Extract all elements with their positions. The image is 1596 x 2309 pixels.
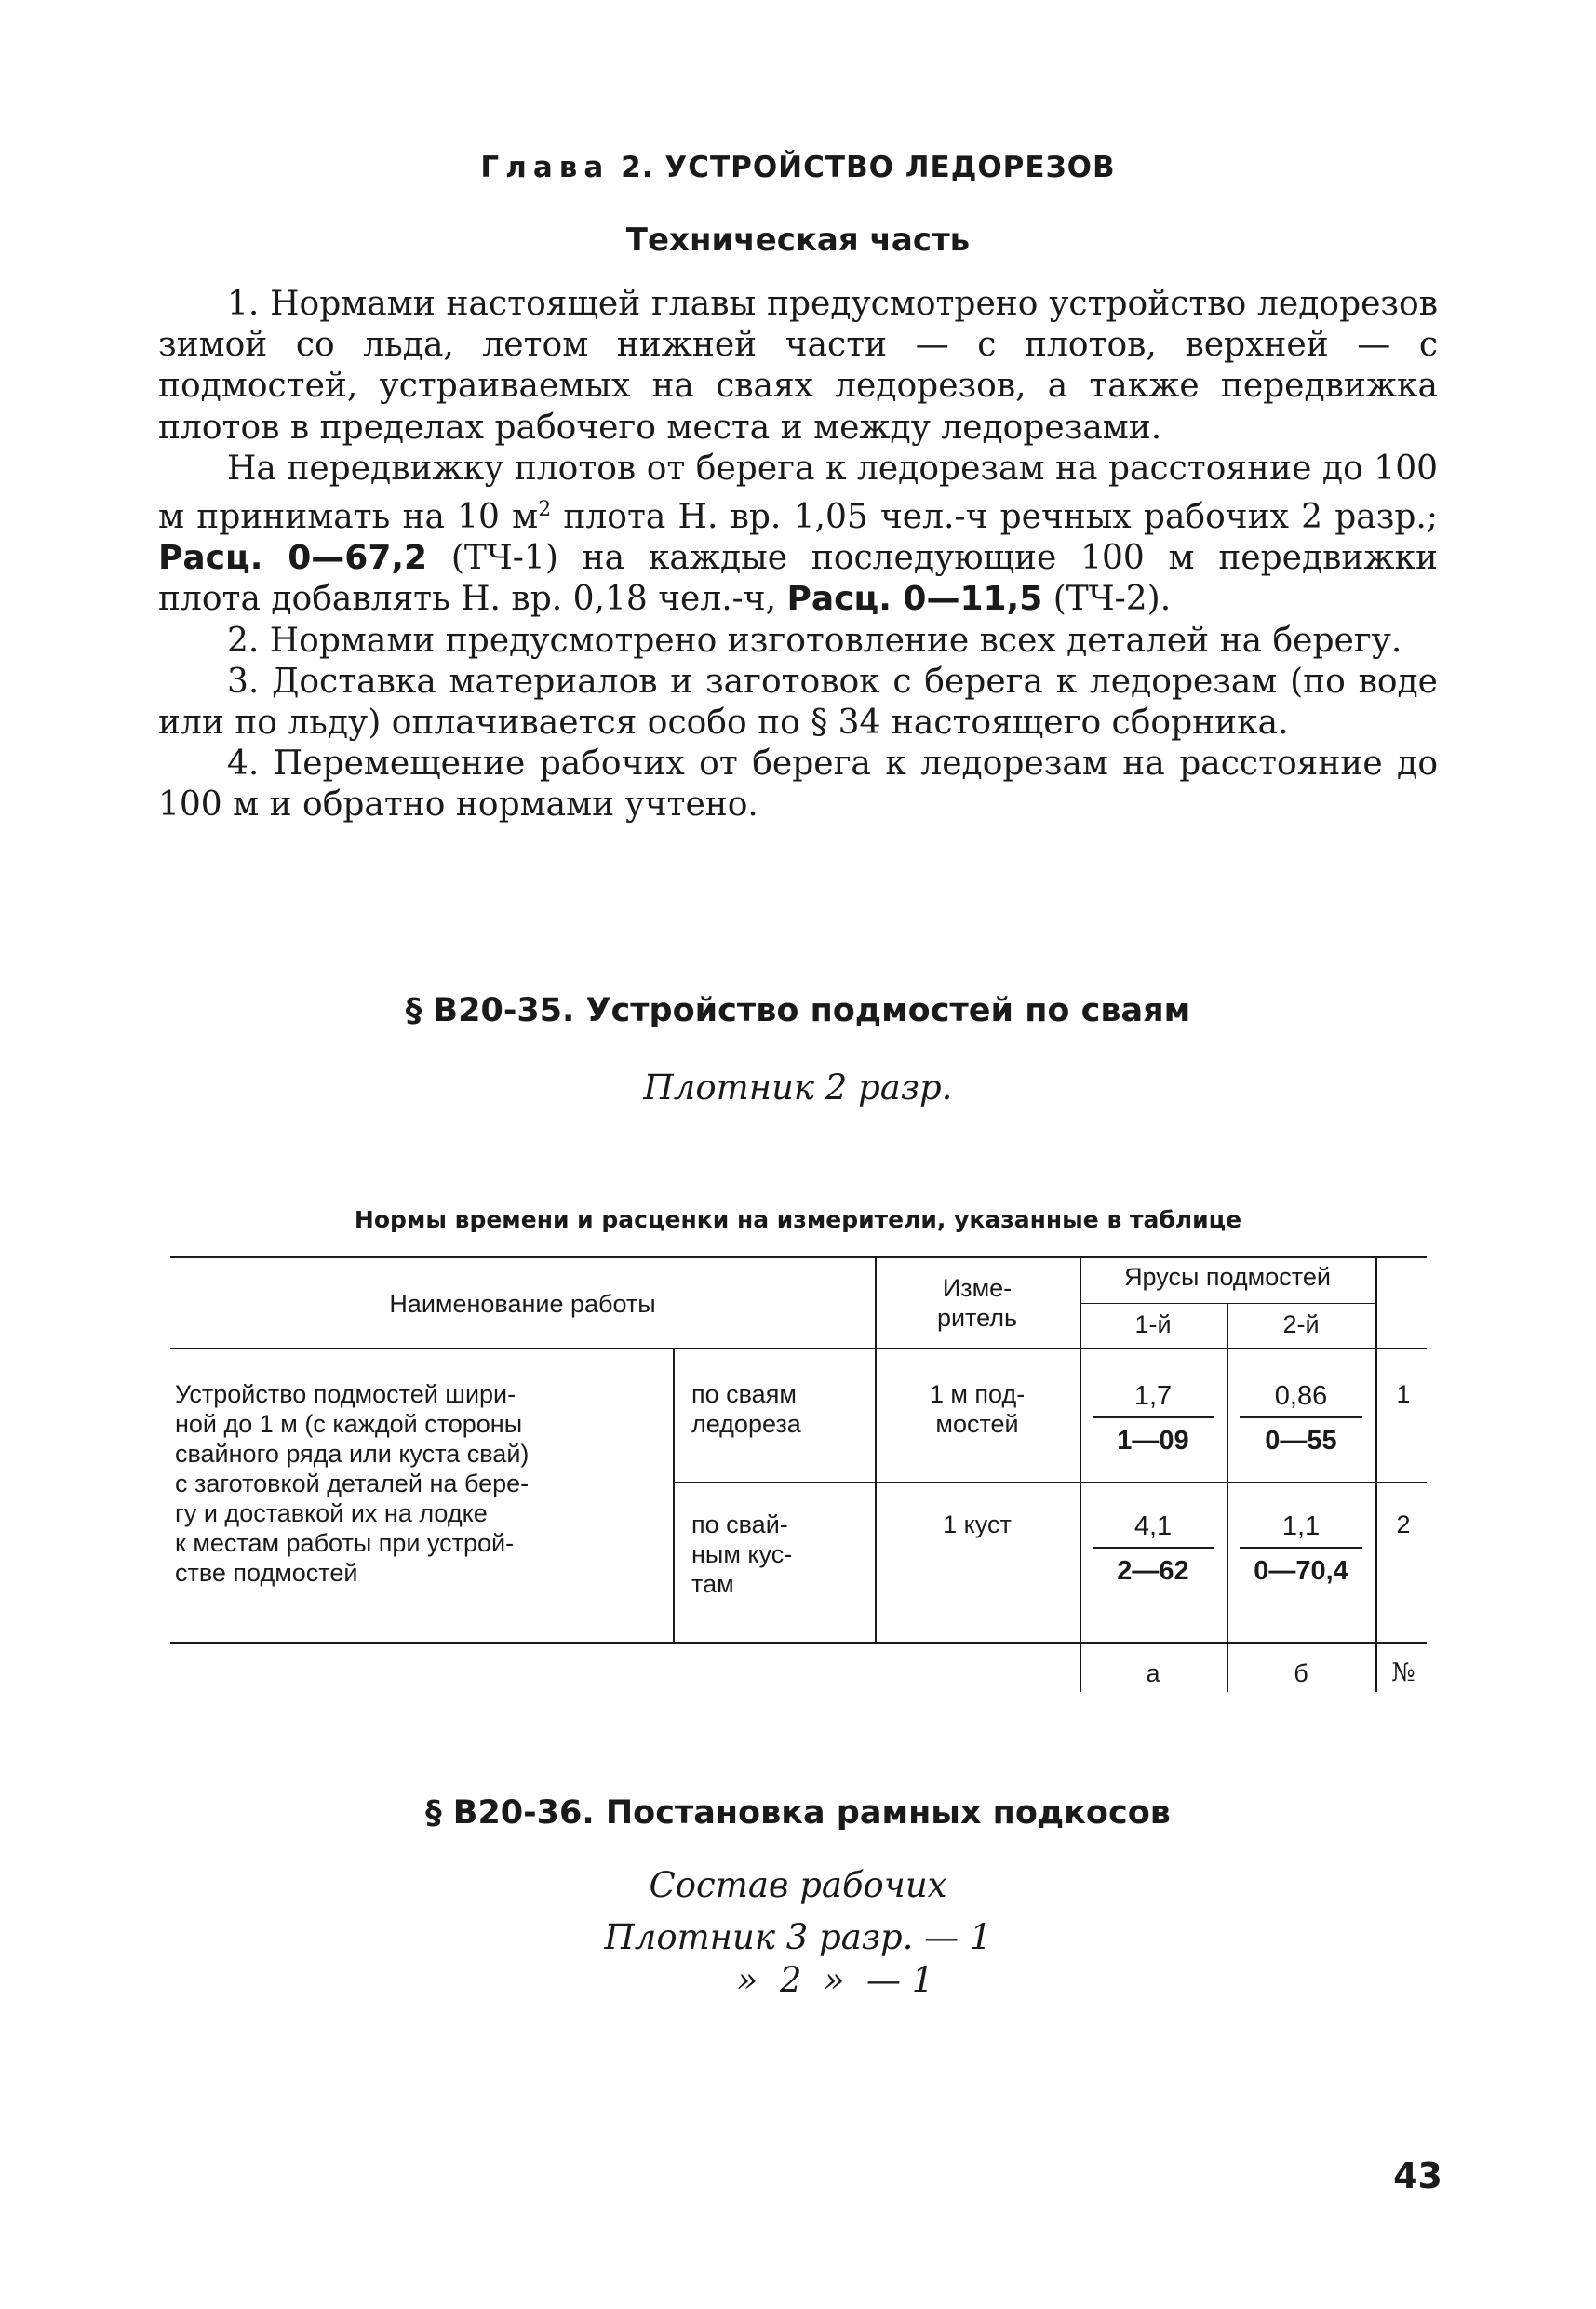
- row-2-tier-1-time: 4,1: [1133, 1511, 1173, 1541]
- row-1-number: 1: [1396, 1380, 1411, 1408]
- footer-a: а: [1146, 1659, 1160, 1687]
- row-2-number: 2: [1396, 1510, 1411, 1538]
- row-1-tier-2-time: 0,86: [1274, 1381, 1328, 1411]
- row-1-tier-1: [1080, 1379, 1227, 1457]
- row-2-type: по свай- ным кус- там: [691, 1510, 793, 1598]
- chapter-title: УСТРОЙСТВО ЛЕДОРЕЗОВ: [664, 151, 1116, 184]
- section-36-line-1: Плотник 3 разр. — 1: [604, 1917, 992, 1957]
- row-2-tier-1-price: 2—62: [1117, 1556, 1189, 1586]
- row-1-tier-1-price: 1—09: [1117, 1426, 1189, 1456]
- row-2-tier-2: [1227, 1510, 1375, 1588]
- header-unit: Изме- ритель: [936, 1274, 1018, 1332]
- row-1-tier-1-time: 1,7: [1133, 1381, 1173, 1411]
- paragraph-4: 4. Перемещение рабочих от берега к ледорезам на расстояние до 100 м и обратно нормами учтено.: [158, 745, 1438, 825]
- paragraph-1: 1. Нормами настоящей главы предусмотрено устройство ледорезов зимой со льда, летом нижней части — с плотов, верхней — с подмостей, устраиваемых на сваях ледорезов, а также передвижка плотов в пределах рабочего места и между ледорезами.: [158, 285, 1438, 447]
- header-tiers: Ярусы подмостей: [1124, 1263, 1331, 1291]
- row-2-tier-2-price: 0—70,4: [1254, 1556, 1348, 1586]
- header-tier-1: 1-й: [1134, 1310, 1172, 1338]
- paragraph-1b: На передвижку плотов от берега к ледорезам на расстояние до 100 м принимать на 10 $м^2$ плота Н. вр. 1,05 чел.-ч речных рабочих 2 разр.; Расц. 0—67,2 (ТЧ-1) на каждые последующие 100 м передвижки плота добавлять Н. вр. 0,18 чел.-ч, Расц. 0—11,5 (ТЧ-2).: [158, 449, 1439, 619]
- section-36-heading: § В20-36. Постановка рамных подкосов: [425, 1794, 1171, 1832]
- header-work-name: Наименование работы: [389, 1290, 656, 1318]
- row-1-tier-2-price: 0—55: [1265, 1426, 1337, 1456]
- rate-1: Расц. 0—67,2: [158, 539, 428, 578]
- section-36-subheading: Состав рабочих: [649, 1865, 947, 1905]
- chapter-number: 2.: [621, 151, 654, 184]
- row-2-tier-1: [1080, 1510, 1227, 1588]
- row-2-tier-2-time: 1,1: [1281, 1511, 1321, 1541]
- footer-b: б: [1294, 1659, 1308, 1687]
- footer-number-sign: №: [1391, 1658, 1415, 1687]
- work-description: Устройство подмостей шири- ной до 1 м (с каждой стороны свайного ряда или куста свай) с заготовкой деталей на бере- гу и доставкой их на лодке к местам работы при устрой- стве подмостей: [175, 1380, 530, 1587]
- table-caption: Нормы времени и расценки на измерители, указанные в таблице: [354, 1206, 1242, 1233]
- technical-part-text: [158, 284, 1438, 826]
- rate-2: Расц. 0—11,5: [786, 580, 1043, 619]
- paragraph-2: 2. Нормами предусмотрено изготовление всех деталей на берегу.: [227, 621, 1402, 660]
- paragraph-3: 3. Доставка материалов и заготовок с берега к ледорезам (по воде или по льду) оплачивается особо по § 34 настоящего сборника.: [158, 662, 1438, 743]
- section-title: Техническая часть: [625, 222, 971, 259]
- row-2-unit: 1 куст: [943, 1510, 1012, 1538]
- page-number: 43: [1393, 2155, 1442, 2196]
- section-35-worker: Плотник 2 разр.: [643, 1067, 953, 1108]
- chapter-heading: [0, 151, 1596, 184]
- superscript: 2: [538, 498, 552, 522]
- row-1-type: по сваям ледореза: [691, 1380, 801, 1438]
- section-35-heading: § В20-35. Устройство подмостей по сваям: [405, 992, 1191, 1029]
- section-36-line-2: » 2 » — 1: [736, 1960, 934, 2000]
- row-1-unit: 1 м под- мостей: [929, 1380, 1026, 1438]
- header-tier-2: 2-й: [1282, 1310, 1320, 1338]
- row-1-tier-2: [1227, 1379, 1375, 1457]
- chapter-prefix: Глава: [480, 151, 610, 184]
